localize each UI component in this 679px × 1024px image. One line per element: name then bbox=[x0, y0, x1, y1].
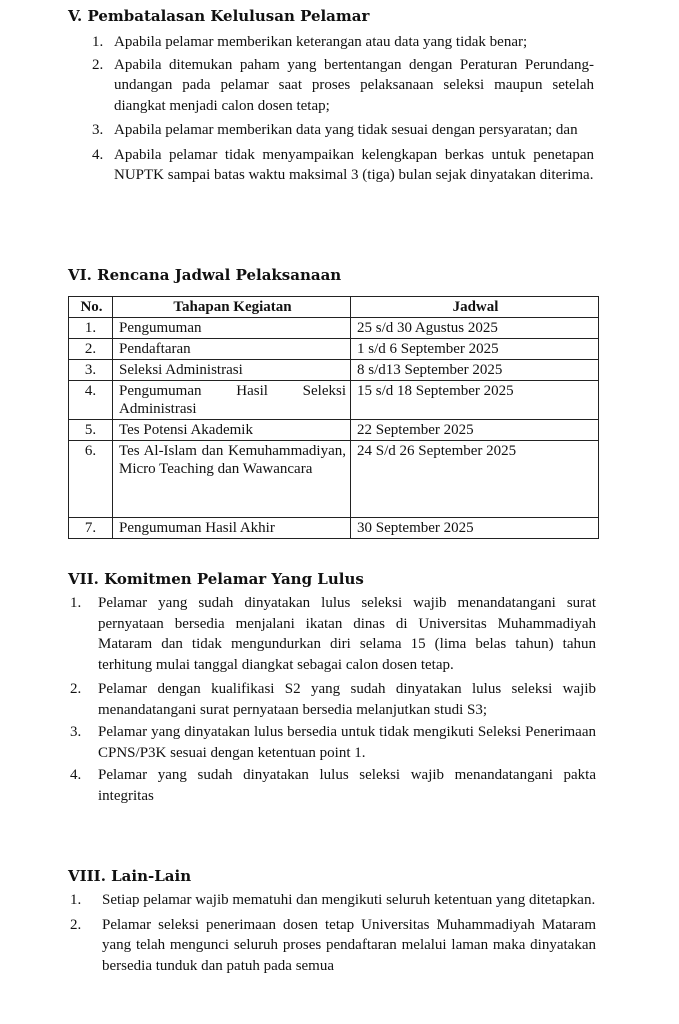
list-item-text: Pelamar yang dinyatakan lulus bersedia untuk tidak mengikuti Seleksi Penerimaan CPNS/P3K sesuai dengan ketentuan point 1. bbox=[98, 724, 596, 761]
list-item bbox=[70, 722, 596, 763]
list-item-text: Pelamar yang sudah dinyatakan lulus seleksi wajib menandatangani pakta integritas bbox=[98, 767, 596, 804]
table-row bbox=[69, 339, 599, 360]
row-activity: Tes Potensi Akademik bbox=[113, 420, 351, 441]
row-number: 7. bbox=[69, 518, 113, 539]
list-item-number: 4. bbox=[92, 146, 104, 163]
table-row bbox=[69, 360, 599, 381]
list-item-text: Apabila pelamar memberikan data yang tidak sesuai dengan persyaratan; dan bbox=[114, 122, 578, 138]
row-activity: Seleksi Administrasi bbox=[113, 360, 351, 381]
list-item bbox=[92, 32, 594, 53]
section-6-heading: VI. Rencana Jadwal Pelaksanaan bbox=[68, 266, 342, 284]
row-schedule: 25 s/d 30 Agustus 2025 bbox=[351, 318, 599, 339]
list-item-text: Pelamar dengan kualifikasi S2 yang sudah dinyatakan lulus seleksi wajib menandatangani surat pernyataan bersedia melanjutkan studi S3; bbox=[98, 681, 596, 718]
column-header-activity: Tahapan Kegiatan bbox=[113, 297, 351, 318]
row-number: 1. bbox=[69, 318, 113, 339]
table-row bbox=[69, 518, 599, 539]
section-5-list bbox=[92, 32, 594, 186]
row-activity: Pengumuman bbox=[113, 318, 351, 339]
list-item bbox=[92, 55, 594, 117]
column-header-schedule: Jadwal bbox=[351, 297, 599, 318]
list-item-number: 4. bbox=[70, 767, 82, 783]
row-number: 3. bbox=[69, 360, 113, 381]
row-schedule: 22 September 2025 bbox=[351, 420, 599, 441]
row-activity: Tes Al-Islam dan Kemuhammadiyan, Micro Teaching dan Wawancara bbox=[113, 441, 351, 518]
list-item bbox=[70, 593, 596, 675]
list-item bbox=[92, 145, 594, 186]
row-activity: Pendaftaran bbox=[113, 339, 351, 360]
table-row bbox=[69, 381, 599, 420]
row-number: 6. bbox=[69, 441, 113, 518]
list-item-number: 3. bbox=[92, 122, 104, 138]
list-item bbox=[70, 890, 596, 911]
list-item-text: Apabila ditemukan paham yang bertentangan dengan Peraturan Perundang-undangan pada pelamar saat proses pelaksanaan seleksi maupun setelah diangkat menjadi calon dosen tetap; bbox=[114, 56, 594, 114]
schedule-table bbox=[68, 296, 599, 539]
list-item-text: Apabila pelamar tidak menyampaikan kelengkapan berkas untuk penetapan NUPTK sampai batas waktu maksimal 3 (tiga) bulan sejak dinyatakan diterima. bbox=[114, 146, 594, 183]
list-item bbox=[70, 915, 596, 977]
section-7-list bbox=[70, 593, 596, 806]
table-row bbox=[69, 441, 599, 518]
table-row bbox=[69, 420, 599, 441]
list-item-text: Pelamar seleksi penerimaan dosen tetap Universitas Muhammadiyah Mataram yang telah mengunci seluruh proses pendaftaran melalui laman maka dinyatakan bersedia tunduk dan patuh pada semua bbox=[102, 916, 596, 974]
list-item-text: Setiap pelamar wajib mematuhi dan mengikuti seluruh ketentuan yang ditetapkan. bbox=[102, 892, 596, 908]
row-schedule: 30 September 2025 bbox=[351, 518, 599, 539]
list-item-text: Apabila pelamar memberikan keterangan atau data yang tidak benar; bbox=[114, 34, 528, 50]
list-item bbox=[70, 679, 596, 720]
row-schedule: 8 s/d13 September 2025 bbox=[351, 360, 599, 381]
list-item-number: 3. bbox=[70, 724, 82, 740]
list-item-number: 2. bbox=[70, 916, 82, 933]
list-item bbox=[70, 765, 596, 806]
section-5-heading: V. Pembatalasan Kelulusan Pelamar bbox=[68, 7, 370, 25]
list-item bbox=[92, 120, 594, 141]
list-item-number: 2. bbox=[70, 681, 82, 697]
list-item-number: 1. bbox=[70, 595, 82, 611]
section-7-heading: VII. Komitmen Pelamar Yang Lulus bbox=[68, 570, 364, 588]
list-item-number: 2. bbox=[92, 56, 104, 73]
row-number: 2. bbox=[69, 339, 113, 360]
list-item-text: Pelamar yang sudah dinyatakan lulus seleksi wajib menandatangani surat pernyataan bersedia menjalani ikatan dinas di Universitas Muhammadiyah Mataram dan tidak mengundurkan diri selama 15 (lima belas tahun) tahun terhitung mulai tanggal diangkat sebagai calon dosen tetap. bbox=[98, 595, 596, 673]
row-activity: Pengumuman Hasil Seleksi Administrasi bbox=[113, 381, 351, 420]
row-number: 4. bbox=[69, 381, 113, 420]
table-row bbox=[69, 318, 599, 339]
section-8-list bbox=[70, 890, 596, 976]
section-8-heading: VIII. Lain-Lain bbox=[68, 867, 192, 885]
column-header-no: No. bbox=[69, 297, 113, 318]
row-schedule: 1 s/d 6 September 2025 bbox=[351, 339, 599, 360]
list-item-number: 1. bbox=[70, 892, 82, 908]
row-schedule: 15 s/d 18 September 2025 bbox=[351, 381, 599, 420]
row-schedule: 24 S/d 26 September 2025 bbox=[351, 441, 599, 518]
row-activity: Pengumuman Hasil Akhir bbox=[113, 518, 351, 539]
table-header-row bbox=[69, 297, 599, 318]
row-number: 5. bbox=[69, 420, 113, 441]
list-item-number: 1. bbox=[92, 34, 104, 50]
